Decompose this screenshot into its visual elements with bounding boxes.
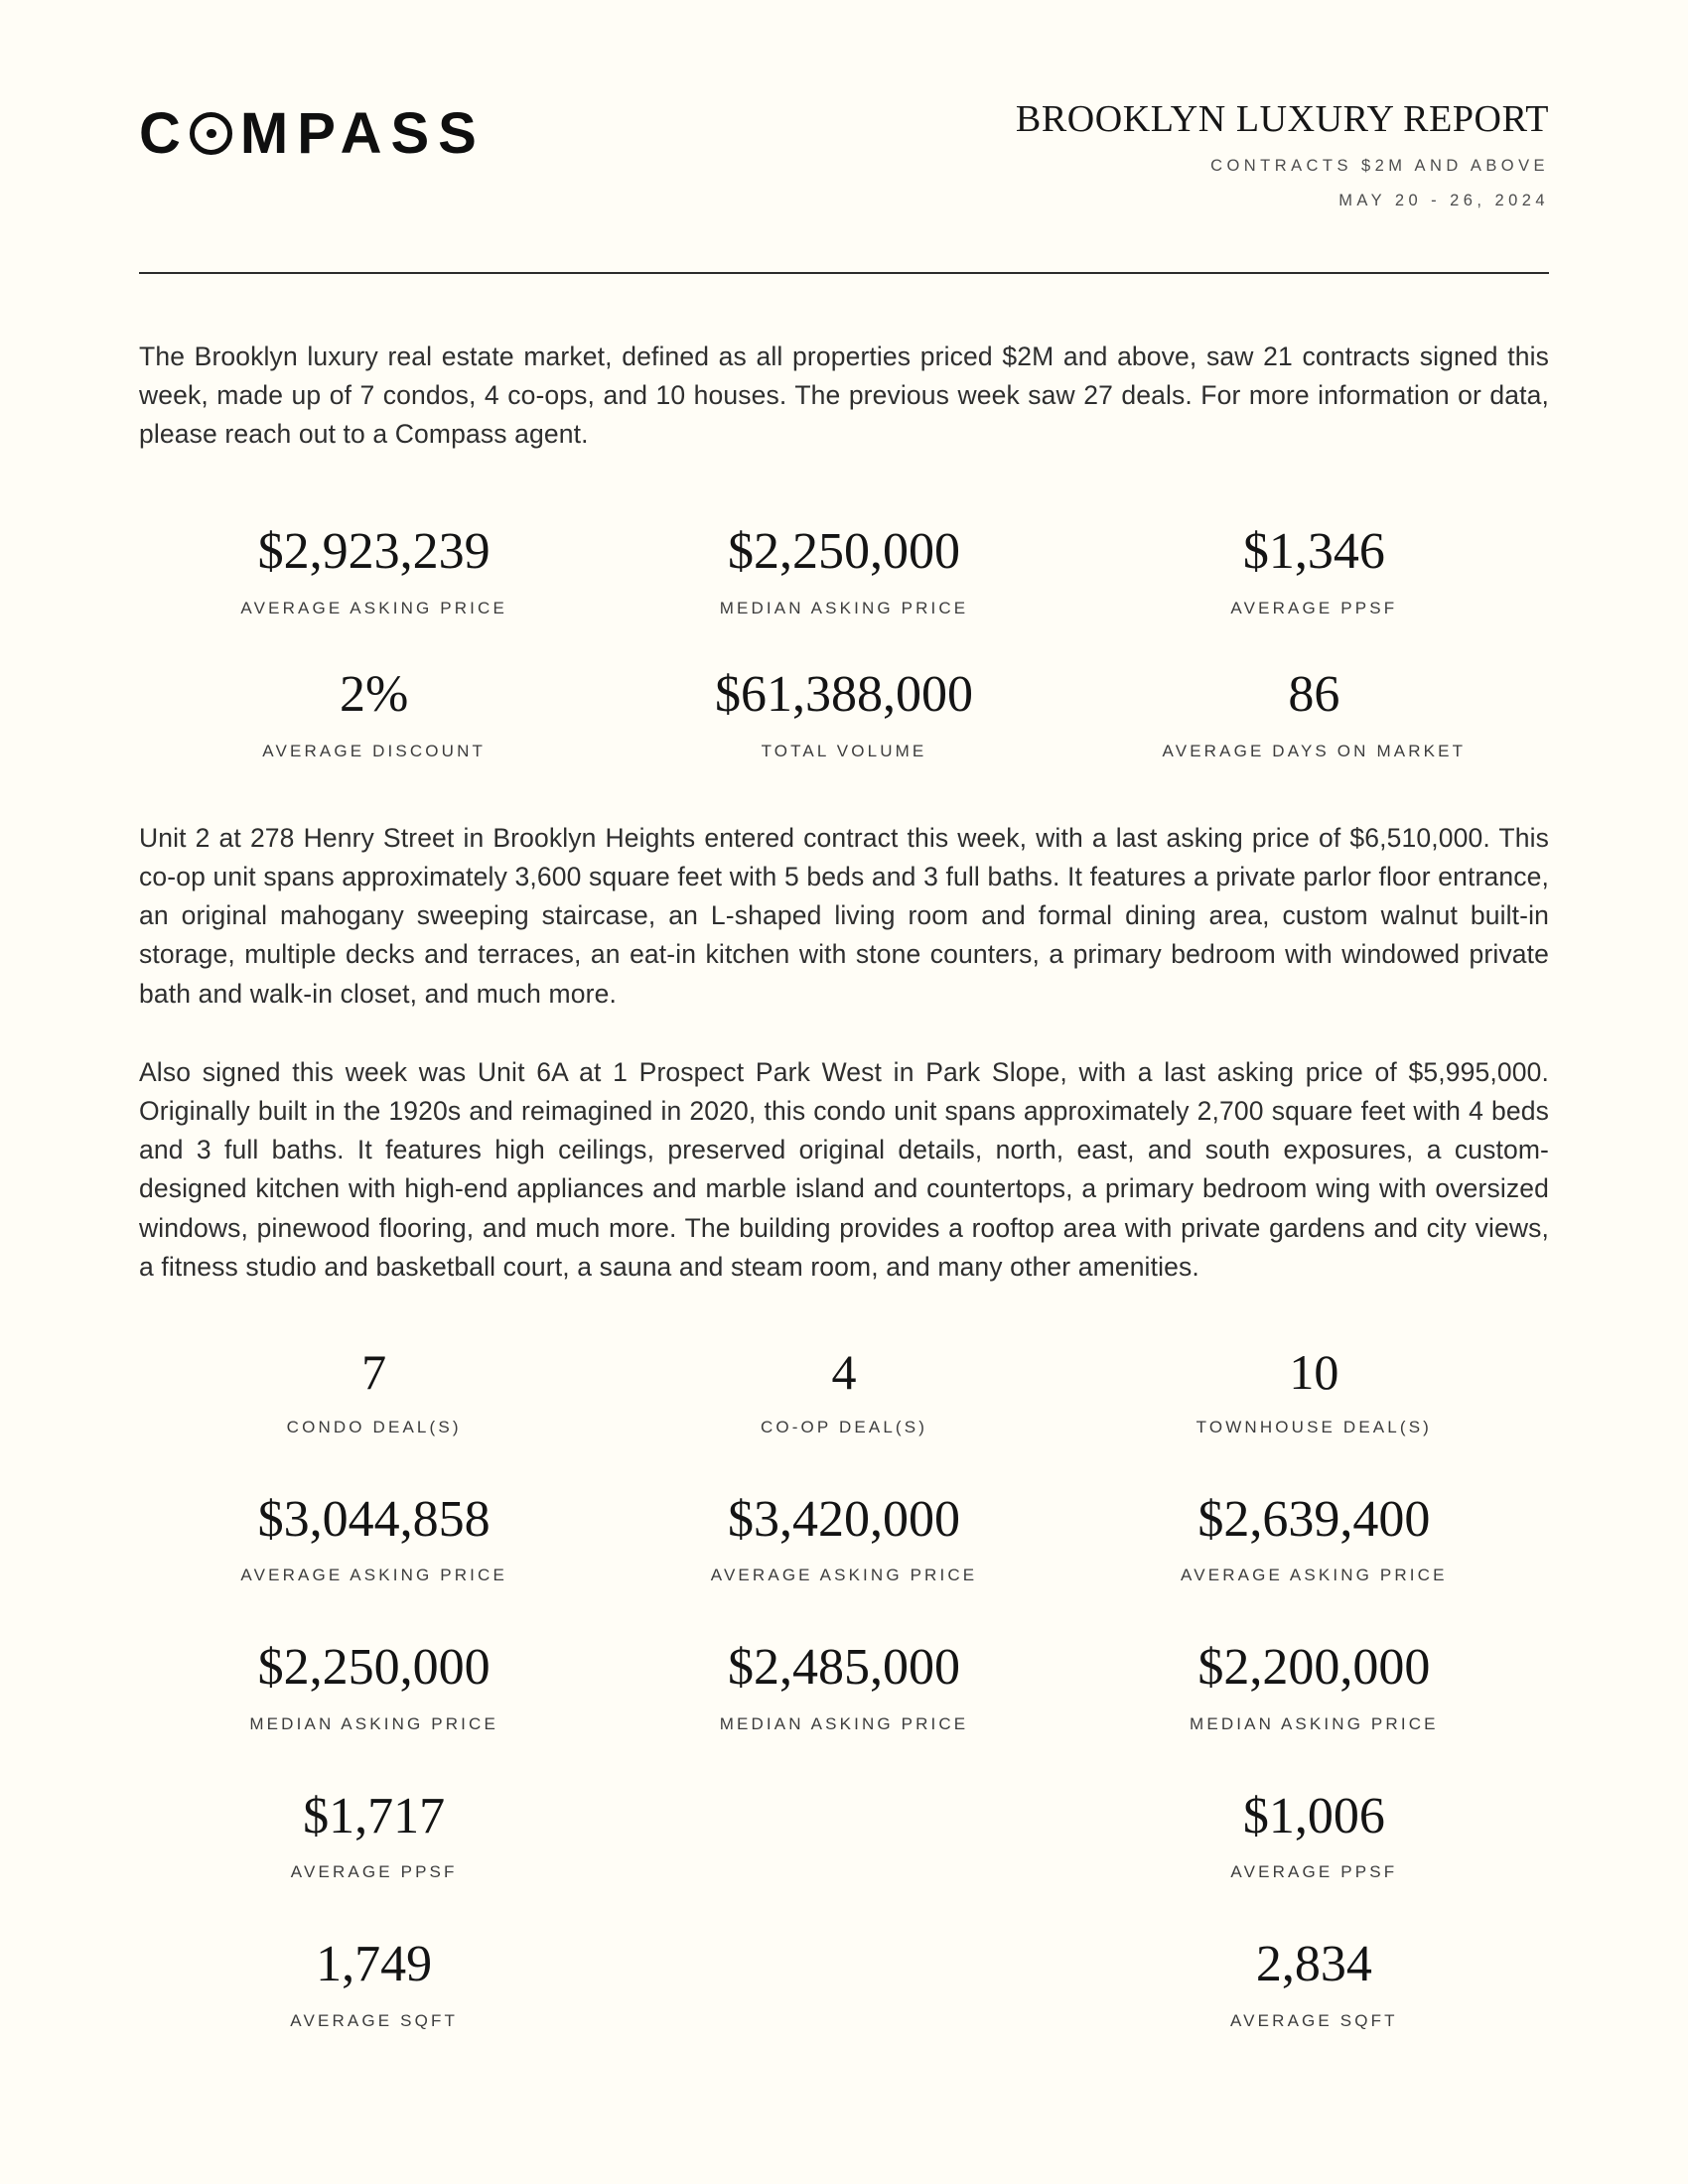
compass-o-icon: [190, 112, 232, 155]
spacer-cell: [609, 1938, 1078, 2031]
stat-value: 10: [1289, 1344, 1339, 1401]
compass-o-dot: [207, 129, 216, 139]
stat-value: $3,420,000: [727, 1490, 960, 1548]
condo-average-asking-price: [139, 1490, 609, 1586]
stat-value: $1,346: [1242, 523, 1385, 581]
stat-label: CONDO DEAL(S): [286, 1417, 462, 1436]
stat-label: AVERAGE DAYS ON MARKET: [1162, 741, 1467, 760]
stat-value: $61,388,000: [714, 666, 973, 724]
stat-label: MEDIAN ASKING PRICE: [719, 1713, 969, 1733]
stat-value: $2,485,000: [727, 1639, 960, 1697]
report-subtitle: CONTRACTS $2M AND ABOVE: [1210, 156, 1549, 175]
stat-value: 2,834: [1255, 1936, 1372, 1993]
stat-label: AVERAGE DISCOUNT: [262, 741, 487, 760]
coop-average-asking-price: [609, 1490, 1078, 1586]
highlight-paragraph-2: Also signed this week was Unit 6A at 1 Prospect Park West in Park Slope, with a last asking price of $5,995,000. Originally built in the 1920s and reimagined in 2020, this condo unit spans approximately 2,700 square feet with 4 beds and 3 full baths. It features high ceilings, preserved original details, north, east, and south exposures, a custom-designed kitchen with high-end appliances and marble island and countertops, a primary bedroom wing with oversized windows, pinewood flooring, and much more. The building provides a rooftop area with private gardens and city views, a fitness studio and basketball court, a sauna and steam room, and many other amenities.: [139, 1056, 1549, 1282]
townhouse-median-asking-price: [1079, 1641, 1549, 1734]
stat-value: $2,639,400: [1197, 1490, 1431, 1548]
header-divider: [139, 272, 1549, 274]
logo-letters-mpass: MPASS: [239, 101, 486, 166]
intro-paragraph: The Brooklyn luxury real estate market, defined as all properties priced $2M and above, saw 21 contracts signed this week, made up of 7 condos, 4 co-ops, and 10 houses. The previous week saw 27 deals. For more information or data, please reach out to a Compass agent.: [139, 341, 1549, 450]
compass-logo: [139, 99, 486, 166]
stat-average-asking-price: [139, 525, 609, 618]
coop-median-asking-price: [609, 1641, 1078, 1734]
coop-deal-count: [609, 1346, 1078, 1437]
stat-label: TOWNHOUSE DEAL(S): [1196, 1417, 1432, 1436]
stat-label: AVERAGE SQFT: [290, 2010, 459, 2030]
logo-letter-c: C: [139, 101, 190, 166]
stat-median-asking-price: [609, 525, 1078, 618]
stat-label: MEDIAN ASKING PRICE: [719, 599, 969, 618]
highlight-paragraph-1: Unit 2 at 278 Henry Street in Brooklyn Heights entered contract this week, with a last asking price of $6,510,000. This co-op unit spans approximately 3,600 square feet with 5 beds and 3 full baths. It features a private parlor floor entrance, an original mahogany sweeping staircase, an L-shaped living room and formal dining area, custom walnut built-in storage, multiple decks and terraces, an eat-in kitchen with stone counters, a primary bedroom with windowed private bath and walk-in closet, and much more.: [139, 822, 1549, 1009]
stat-value: 4: [831, 1344, 857, 1401]
stat-average-ppsf: [1079, 525, 1549, 618]
stat-value: $2,200,000: [1197, 1639, 1431, 1697]
stat-value: $2,923,239: [257, 523, 491, 581]
report-date-range: MAY 20 - 26, 2024: [1338, 191, 1549, 209]
stat-value: 2%: [340, 666, 409, 724]
condo-average-ppsf: [139, 1787, 609, 1883]
condo-deal-count: [139, 1346, 609, 1437]
stat-label: TOTAL VOLUME: [761, 741, 927, 760]
header: [139, 99, 1549, 210]
stat-label: AVERAGE SQFT: [1229, 2010, 1398, 2030]
condo-median-asking-price: [139, 1641, 609, 1734]
stat-label: AVERAGE PPSF: [290, 1862, 458, 1882]
townhouse-average-sqft: [1079, 1938, 1549, 2031]
stat-value: $1,717: [303, 1787, 446, 1844]
stat-label: AVERAGE PPSF: [1230, 1862, 1398, 1882]
stat-value: $2,250,000: [257, 1639, 491, 1697]
stat-label: MEDIAN ASKING PRICE: [1190, 1713, 1439, 1733]
report-title: BROOKLYN LUXURY REPORT: [1015, 98, 1549, 140]
stat-average-days-on-market: [1079, 668, 1549, 761]
townhouse-average-asking-price: [1079, 1490, 1549, 1586]
summary-stats-grid: [139, 525, 1549, 760]
stat-label: CO-OP DEAL(S): [760, 1417, 928, 1436]
stat-value: 7: [361, 1344, 387, 1401]
stat-value: $2,250,000: [727, 523, 960, 581]
stat-value: $1,006: [1242, 1787, 1385, 1844]
stat-value: $3,044,858: [257, 1490, 491, 1548]
stat-label: AVERAGE ASKING PRICE: [240, 599, 507, 618]
stat-total-volume: [609, 668, 1078, 761]
condo-average-sqft: [139, 1938, 609, 2031]
stat-label: MEDIAN ASKING PRICE: [249, 1713, 498, 1733]
townhouse-deal-count: [1079, 1346, 1549, 1437]
stat-label: AVERAGE ASKING PRICE: [710, 1566, 978, 1585]
stat-value: 86: [1288, 666, 1340, 724]
report-title-block: [1016, 99, 1549, 210]
breakdown-stats-grid: [139, 1346, 1549, 2031]
townhouse-average-ppsf: [1079, 1787, 1549, 1883]
stat-average-discount: [139, 668, 609, 761]
stat-label: AVERAGE PPSF: [1230, 599, 1398, 618]
spacer-cell: [609, 1790, 1078, 1883]
stat-label: AVERAGE ASKING PRICE: [1181, 1566, 1448, 1585]
stat-value: 1,749: [316, 1936, 433, 1993]
stat-label: AVERAGE ASKING PRICE: [240, 1566, 507, 1585]
